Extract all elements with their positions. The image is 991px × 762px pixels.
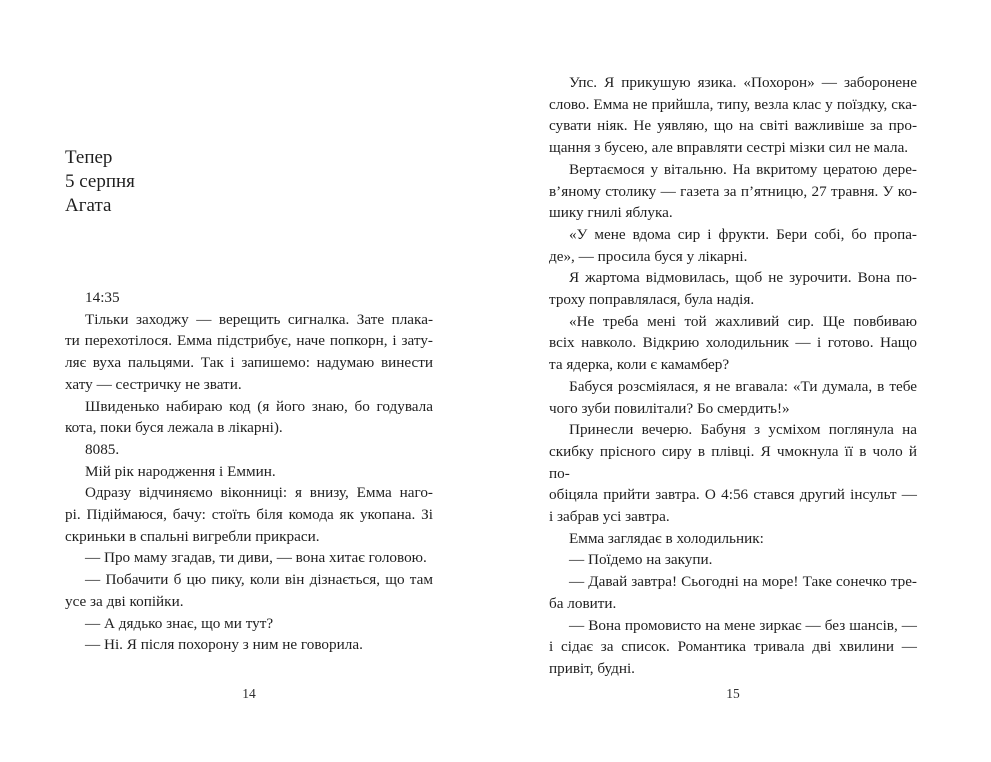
text-line: троху поправлялася, була надія. <box>549 291 755 309</box>
text-line: привіт, будні. <box>549 659 635 677</box>
chapter-header-line: Тепер <box>65 147 113 168</box>
text-line: Одразу відчиняємо віконниці: я внизу, Емма наго- <box>85 484 433 502</box>
text-line: слово. Емма не прийшла, типу, везла клас у поїздку, ска- <box>549 95 917 113</box>
chapter-header-line: 5 серпня <box>65 171 135 192</box>
text-line: — А дядько знає, що ми тут? <box>85 614 274 632</box>
page-right-body <box>549 72 917 680</box>
text-line: хату — сестричку не звати. <box>65 375 242 393</box>
text-line: — Вона промовисто на мене зиркає — без шансів, — <box>569 616 917 634</box>
text-line: скибку прісного сиру в плівці. Я чмокнула її в чоло й по- <box>549 442 917 482</box>
page-left-body <box>65 287 433 656</box>
text-line: і забрав усі завтра. <box>549 508 670 526</box>
text-line: та ядерка, коли є камамбер? <box>549 356 730 374</box>
text-line: ляє вуха пальцями. Так і запишемо: надумаю винести <box>65 354 433 372</box>
text-line: в’яному столику — газета за п’ятницю, 27 травня. У ко- <box>549 182 917 200</box>
text-line: Бабуся розсміялася, я не вгавала: «Ти думала, в тебе <box>569 377 917 395</box>
text-line: скриньки в спальні вигребли прикраси. <box>65 527 320 545</box>
text-line: Тільки заходжу — верещить сигналка. Зате плака- <box>85 310 433 328</box>
text-line: ба ловити. <box>549 594 617 612</box>
text-line: чого зуби повилітали? Бо смердить!» <box>549 399 790 417</box>
chapter-header <box>65 146 433 218</box>
text-line: — Давай завтра! Сьогодні на море! Таке сонечко тре- <box>569 573 917 591</box>
text-line: Принесли вечерю. Бабуня з усміхом поглянула на <box>569 421 917 439</box>
text-line: 14:35 <box>85 289 120 306</box>
text-line: Емма заглядає в холодильник: <box>569 529 764 547</box>
text-line: — Ні. Я після похорону з ним не говорила. <box>85 636 363 654</box>
text-line: щання з бусею, але вправляти сестрі мізки сил не мала. <box>549 139 909 157</box>
text-line: — Поїдемо на закупи. <box>569 551 713 569</box>
text-line: кота, поки буся лежала в лікарні). <box>65 419 283 437</box>
text-line: обіцяла прийти завтра. О 4:56 стався другий інсульт — <box>549 486 917 504</box>
text-line: Я жартома відмовилась, щоб не зурочити. Вона по- <box>569 269 917 287</box>
chapter-header-line: Агата <box>65 195 112 216</box>
text-line: «У мене вдома сир і фрукти. Бери собі, бо пропа- <box>569 225 917 243</box>
text-line: — Про маму згадав, ти диви, — вона хитає головою. <box>85 549 427 567</box>
text-line: шику гнилі яблука. <box>549 204 673 222</box>
page-left-number: 14 <box>242 686 256 701</box>
text-line: — Побачити б цю пику, коли він дізнається, що там <box>85 571 433 589</box>
text-line: 8085. <box>85 440 120 458</box>
text-line: і сідає за список. Романтика тривала дві хвилини — <box>549 638 917 656</box>
text-line: де», — просила буся у лікарні. <box>549 247 748 265</box>
text-line: сувати ніяк. Не уявляю, що на світі важливіше за про- <box>549 117 917 135</box>
text-line: Упс. Я прикушую язика. «Похорон» — заборонене <box>569 74 917 91</box>
text-line: Вертаємося у вітальню. На вкритому цератою дере- <box>569 160 917 178</box>
page-right-number: 15 <box>726 686 740 701</box>
text-line: «Не треба мені той жахливий сир. Ще повбиваю <box>569 312 917 330</box>
text-line: усе за дві копійки. <box>65 592 184 610</box>
text-line: рі. Підіймаюся, бачу: стоїть біля комода як укопана. Зі <box>65 506 433 524</box>
text-line: Мій рік народження і Еммин. <box>85 462 276 480</box>
text-line: всіх навколо. Відкрию холодильник — і готово. Нащо <box>549 334 917 352</box>
text-line: Швиденько набираю код (я його знаю, бо годувала <box>85 397 433 415</box>
text-line: ти перехотілося. Емма підстрибує, наче попкорн, і зату- <box>65 332 433 350</box>
